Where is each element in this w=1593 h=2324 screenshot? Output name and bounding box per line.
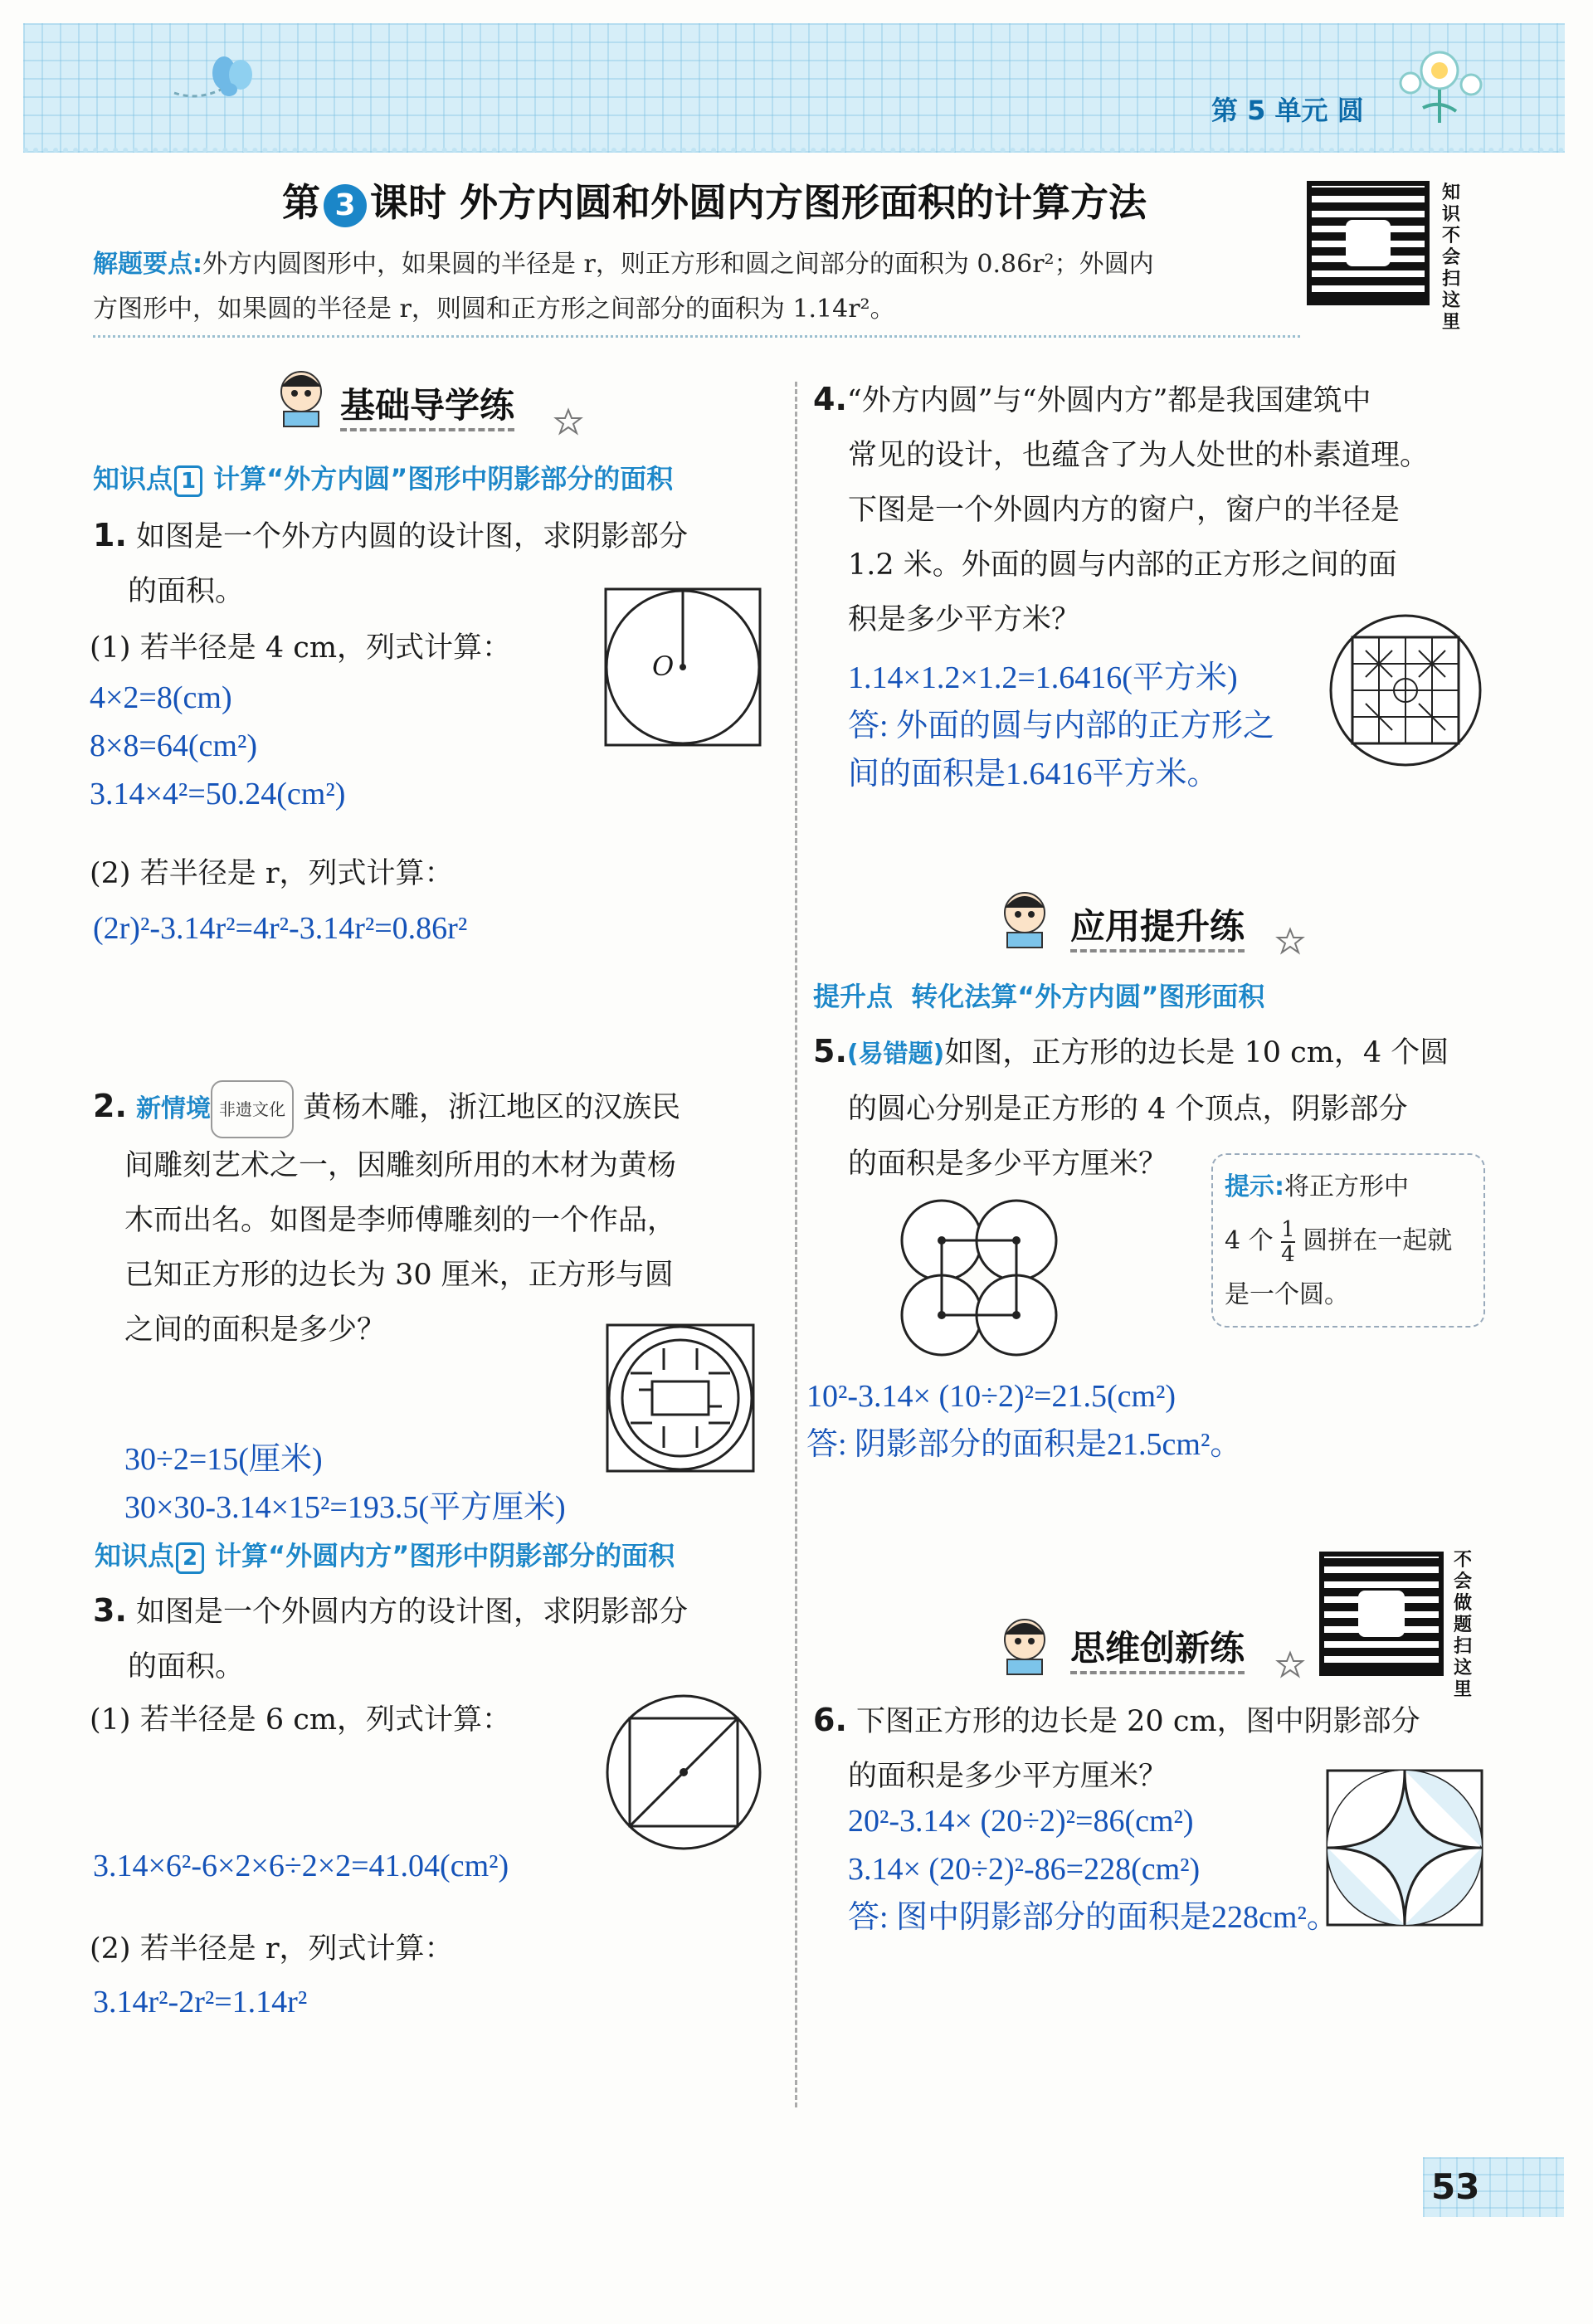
column-divider — [795, 382, 797, 2107]
q2-answer-line: 30÷2=15(厘米) — [124, 1442, 323, 1477]
tip-box — [93, 242, 1300, 338]
q1-part-1: (1) 若半径是 4 cm，列式计算： — [90, 631, 512, 665]
kp2-number: 2 — [176, 1542, 204, 1574]
q4-answer-line: 间的面积是1.6416平方米。 — [848, 757, 1219, 792]
tip-text-1: 外方内圆图形中，如果圆的半径是 r，则正方形和圆之间部分的面积为 0.86r²；外圆内 — [202, 250, 1154, 279]
q1-answer-1 — [90, 674, 345, 818]
q4-answer-line: 答: 外面的圆与内部的正方形之 — [848, 709, 1275, 743]
hint-fraction-numerator: 1 — [1281, 1217, 1295, 1242]
q5-answer — [806, 1372, 1241, 1469]
hint-text-2b: 圆拼在一起就 — [1303, 1226, 1453, 1255]
q4-number: 4. — [813, 381, 847, 417]
q4-answer-line: 1.14×1.2×1.2=1.6416(平方米) — [848, 660, 1238, 695]
q5-text-2: 的圆心分别是正方形的 4 个顶点，阴影部分 — [848, 1093, 1408, 1126]
q6-text-1: 下图正方形的边长是 20 cm，图中阴影部分 — [856, 1705, 1420, 1738]
hint-line-2 — [1225, 1216, 1483, 1266]
q2-text-1: 黄杨木雕，浙江地区的汉族民 — [303, 1091, 681, 1124]
knowledge-point-1 — [93, 458, 673, 497]
hint-text-1: 将正方形中 — [1284, 1172, 1409, 1201]
q2-text-5: 之间的面积是多少？ — [124, 1313, 387, 1347]
q2-tag: 新情境 — [136, 1094, 212, 1123]
tip-line-1 — [93, 242, 1300, 287]
q6-figure-arcs — [1326, 1769, 1483, 1927]
kp1-text: 计算“外方内圆”图形中阴影部分的面积 — [213, 463, 674, 495]
page-number: 53 — [1423, 2157, 1564, 2217]
q5-answer-line: 10²-3.14× (10÷2)²=21.5(cm²) — [806, 1379, 1176, 1414]
q6-line-1 — [813, 1693, 1502, 1749]
butterfly-icon — [166, 50, 257, 108]
hint-line-3: 是一个圆。 — [1225, 1280, 1349, 1309]
qr-avatar — [1346, 220, 1391, 266]
q3-part-2: (2) 若半径是 r，列式计算： — [90, 1932, 454, 1966]
kp2-text: 计算“外圆内方”图形中阴影部分的面积 — [215, 1540, 675, 1571]
q5-figure-four-circles — [896, 1195, 1062, 1361]
q5-text-3: 的面积是多少平方厘米？ — [848, 1147, 1168, 1181]
hint-box — [1211, 1153, 1485, 1328]
mascot-icon — [997, 1615, 1052, 1676]
tp-text: 转化法算“外方内圆”图形面积 — [911, 981, 1265, 1012]
q3-part-1: (1) 若半径是 6 cm，列式计算： — [90, 1703, 512, 1737]
hint-fraction — [1281, 1218, 1295, 1266]
hint-line-1 — [1225, 1158, 1483, 1216]
lesson-title — [282, 173, 1147, 227]
q4-text-1: “外方内圆”与“外圆内方”都是我国建筑中 — [846, 384, 1371, 417]
q3-answer-1: 3.14×6²-6×2×6÷2×2=41.04(cm²) — [93, 1849, 509, 1883]
q2-number: 2. — [93, 1088, 127, 1124]
star-icon — [554, 408, 582, 435]
q3-text-1: 如图是一个外圆内方的设计图，求阴影部分 — [136, 1596, 689, 1629]
tip-label: 解题要点: — [93, 250, 202, 279]
q6-answer-line: 3.14× (20÷2)²-86=228(cm²) — [848, 1852, 1201, 1887]
question-2 — [93, 1079, 773, 1357]
q5-answer-line: 答: 阴影部分的面积是21.5cm²。 — [806, 1427, 1242, 1462]
kp2-label: 知识点 — [95, 1540, 175, 1571]
hint-fraction-denominator: 4 — [1281, 1242, 1295, 1267]
q2-text-3: 木而出名。如图是李师傅雕刻的一个作品， — [124, 1203, 677, 1237]
qr-avatar — [1358, 1591, 1404, 1636]
section-title-basic: 基础导学练 — [340, 378, 514, 431]
flower-icon — [1381, 25, 1498, 124]
q2-text-4: 已知正方形的边长为 30 厘米，正方形与圆 — [124, 1258, 674, 1292]
q2-text-2: 间雕刻艺术之一，因雕刻所用的木材为黄杨 — [124, 1148, 677, 1182]
q6-text-2: 的面积是多少平方厘米？ — [848, 1760, 1168, 1793]
q1-figure-center-label: O — [652, 650, 675, 682]
q2-answer-line: 30×30-3.14×15²=193.5(平方厘米) — [124, 1490, 566, 1525]
qr-code[interactable] — [1307, 181, 1430, 305]
qr-code-2[interactable] — [1319, 1552, 1444, 1676]
q4-line-1 — [813, 372, 1502, 428]
improvement-point — [813, 976, 1264, 1014]
q4-text-2: 常见的设计，也蕴含了为人处世的朴素道理。 — [848, 439, 1430, 472]
q4-text-3: 下图是一个外圆内方的窗户，窗户的半径是 — [848, 494, 1401, 527]
q5-number: 5. — [813, 1033, 847, 1069]
q4-figure-window — [1328, 612, 1483, 768]
tip-line-2: 方图形中，如果圆的半径是 r，则圆和正方形之间部分的面积为 1.14r²。 — [93, 295, 895, 324]
qr-side-text-2: 不会做题扫这里 — [1454, 1550, 1473, 1700]
q3-text-2: 的面积。 — [128, 1650, 245, 1683]
star-icon — [1276, 1651, 1304, 1678]
mascot-icon — [274, 367, 329, 428]
q3-answer-2: 3.14r²-2r²=1.14r² — [93, 1985, 308, 2019]
q5-tag: (易错题) — [846, 1040, 945, 1069]
q5-line-1 — [813, 1024, 1502, 1082]
q6-answer-line: 答: 图中阴影部分的面积是228cm²。 — [848, 1900, 1338, 1935]
hint-label: 提示: — [1225, 1172, 1284, 1201]
q1-part-2: (2) 若半径是 r，列式计算： — [90, 857, 454, 890]
q1-text-1: 如图是一个外方内圆的设计图，求阴影部分 — [136, 520, 689, 553]
unit-label: 第 5 单元 圆 — [1211, 95, 1364, 126]
lesson-prefix: 第 — [282, 180, 320, 225]
q1-answer-2: (2r)²-3.14r²=4r²-3.14r²=0.86r² — [93, 911, 468, 946]
q3-figure-circle-square — [604, 1693, 763, 1852]
mascot-icon — [997, 888, 1052, 949]
q5-text-1: 如图，正方形的边长是 10 cm，4 个圆 — [944, 1036, 1449, 1069]
q2-tag-sub: 非遗文化 — [211, 1080, 294, 1138]
q2-line-1 — [93, 1079, 773, 1138]
q6-answer-line: 20²-3.14× (20÷2)²=86(cm²) — [848, 1804, 1194, 1839]
star-icon — [1276, 928, 1304, 954]
q2-answer — [124, 1435, 566, 1532]
knowledge-point-2 — [95, 1535, 675, 1574]
q6-number: 6. — [813, 1702, 847, 1738]
q1-number: 1. — [93, 517, 127, 553]
kp1-label: 知识点 — [93, 463, 173, 495]
q1-text-2: 的面积。 — [128, 575, 245, 608]
q3-line-1 — [93, 1583, 773, 1639]
q2-figure-carving — [606, 1323, 755, 1473]
lesson-number-badge: 3 — [324, 184, 367, 227]
q4-text-4: 1.2 米。外面的圆与内部的正方形之间的面 — [848, 548, 1397, 582]
tp-label: 提升点 — [813, 981, 894, 1012]
kp1-number: 1 — [174, 465, 202, 497]
q1-answer-line: 8×8=64(cm²) — [90, 728, 257, 763]
q4-text-5: 积是多少平方米？ — [848, 603, 1081, 636]
q1-figure-square-circle — [604, 587, 762, 747]
hint-text-2a: 4 个 — [1225, 1226, 1274, 1255]
qr-side-text: 知识不会扫这里 — [1442, 183, 1461, 333]
question-4 — [813, 372, 1502, 647]
q1-answer-line: 3.14×4²=50.24(cm²) — [90, 777, 346, 811]
q3-number: 3. — [93, 1592, 127, 1629]
q1-answer-line: 4×2=8(cm) — [90, 680, 232, 715]
question-3 — [93, 1583, 773, 1694]
section-title-application: 应用提升练 — [1070, 899, 1245, 952]
lesson-title-text: 课时 外方内圆和外圆内方图形面积的计算方法 — [370, 180, 1147, 225]
q6-answer — [848, 1797, 1338, 1942]
q1-line-1 — [93, 508, 773, 564]
q4-answer — [848, 654, 1274, 798]
section-title-thinking: 思维创新练 — [1070, 1621, 1245, 1674]
